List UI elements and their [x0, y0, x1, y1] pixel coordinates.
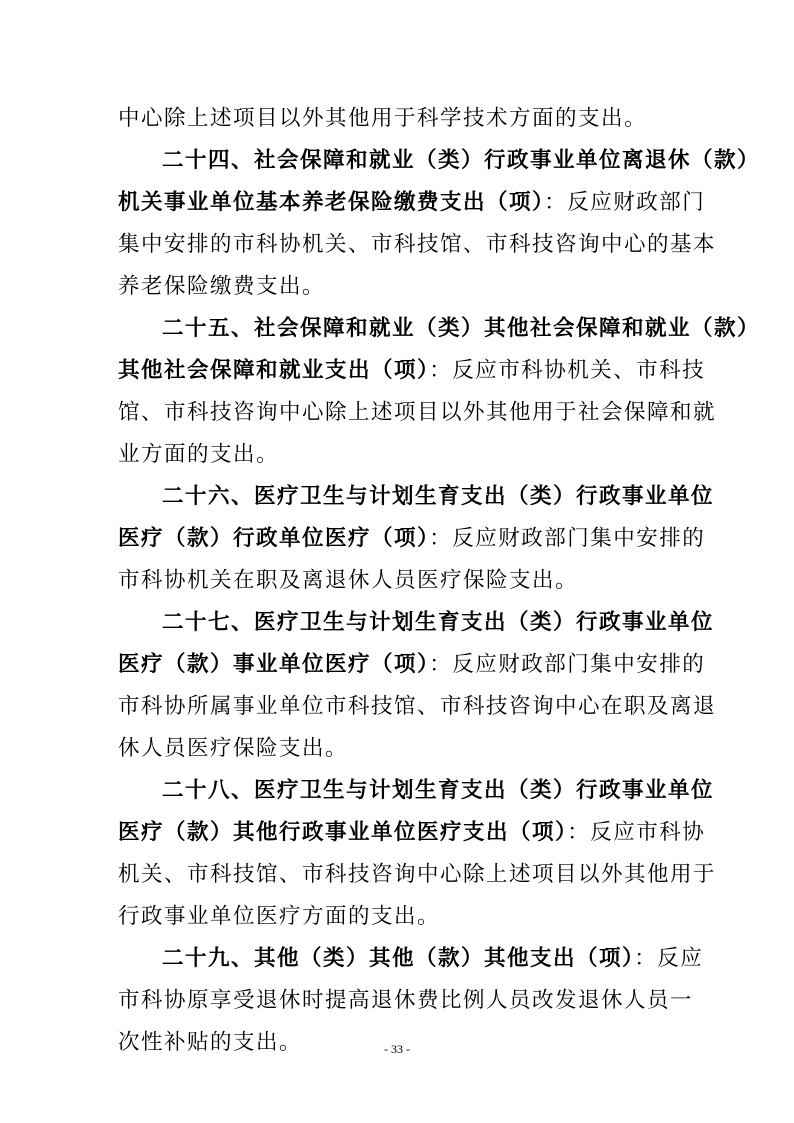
- text-line: 医疗（款）事业单位医疗（项）：反应财政部门集中安排的: [118, 652, 706, 677]
- heading-item-25: 二十五、社会保障和就业（类）其他社会保障和就业（款）: [162, 316, 761, 341]
- text-line: 次性补贴的支出。: [118, 1030, 303, 1055]
- text-line: 行政事业单位医疗方面的支出。: [118, 904, 441, 929]
- heading-item-24: 二十四、社会保障和就业（类）行政事业单位离退休（款）: [162, 148, 761, 173]
- heading-item-27: 二十七、医疗卫生与计划生育支出（类）行政事业单位: [162, 610, 715, 635]
- text-line: 集中安排的市科协机关、市科技馆、市科技咨询中心的基本: [118, 232, 717, 257]
- text-line: 市科协机关在职及离退休人员医疗保险支出。: [118, 568, 579, 593]
- text-line: 中心除上述项目以外其他用于科学技术方面的支出。: [118, 106, 648, 131]
- text-line: 其他社会保障和就业支出（项）：反应市科协机关、市科技: [118, 358, 706, 383]
- text-line: 市科协所属事业单位市科技馆、市科技咨询中心在职及离退: [118, 694, 717, 719]
- text-line: 医疗（款）其他行政事业单位医疗支出（项）：反应市科协: [118, 820, 706, 845]
- text-line: 休人员医疗保险支出。: [118, 736, 349, 761]
- text-line: 业方面的支出。: [118, 442, 280, 467]
- text-line: 市科协原享受退休时提高退休费比例人员改发退休人员一: [118, 988, 694, 1013]
- text-line: 机关、市科技馆、市科技咨询中心除上述项目以外其他用于: [118, 862, 717, 887]
- heading-item-29: 二十九、其他（类）其他（款）其他支出（项）：反应: [162, 946, 704, 971]
- heading-item-26: 二十六、医疗卫生与计划生育支出（类）行政事业单位: [162, 484, 715, 509]
- text-line: 馆、市科技咨询中心除上述项目以外其他用于社会保障和就: [118, 400, 717, 425]
- text-line: 养老保险缴费支出。: [118, 274, 326, 299]
- page-number: - 33 -: [384, 1042, 410, 1056]
- text-line: 机关事业单位基本养老保险缴费支出（项）：反应财政部门: [118, 190, 706, 215]
- text-line: 医疗（款）行政单位医疗（项）：反应财政部门集中安排的: [118, 526, 706, 551]
- heading-item-28: 二十八、医疗卫生与计划生育支出（类）行政事业单位: [162, 778, 715, 803]
